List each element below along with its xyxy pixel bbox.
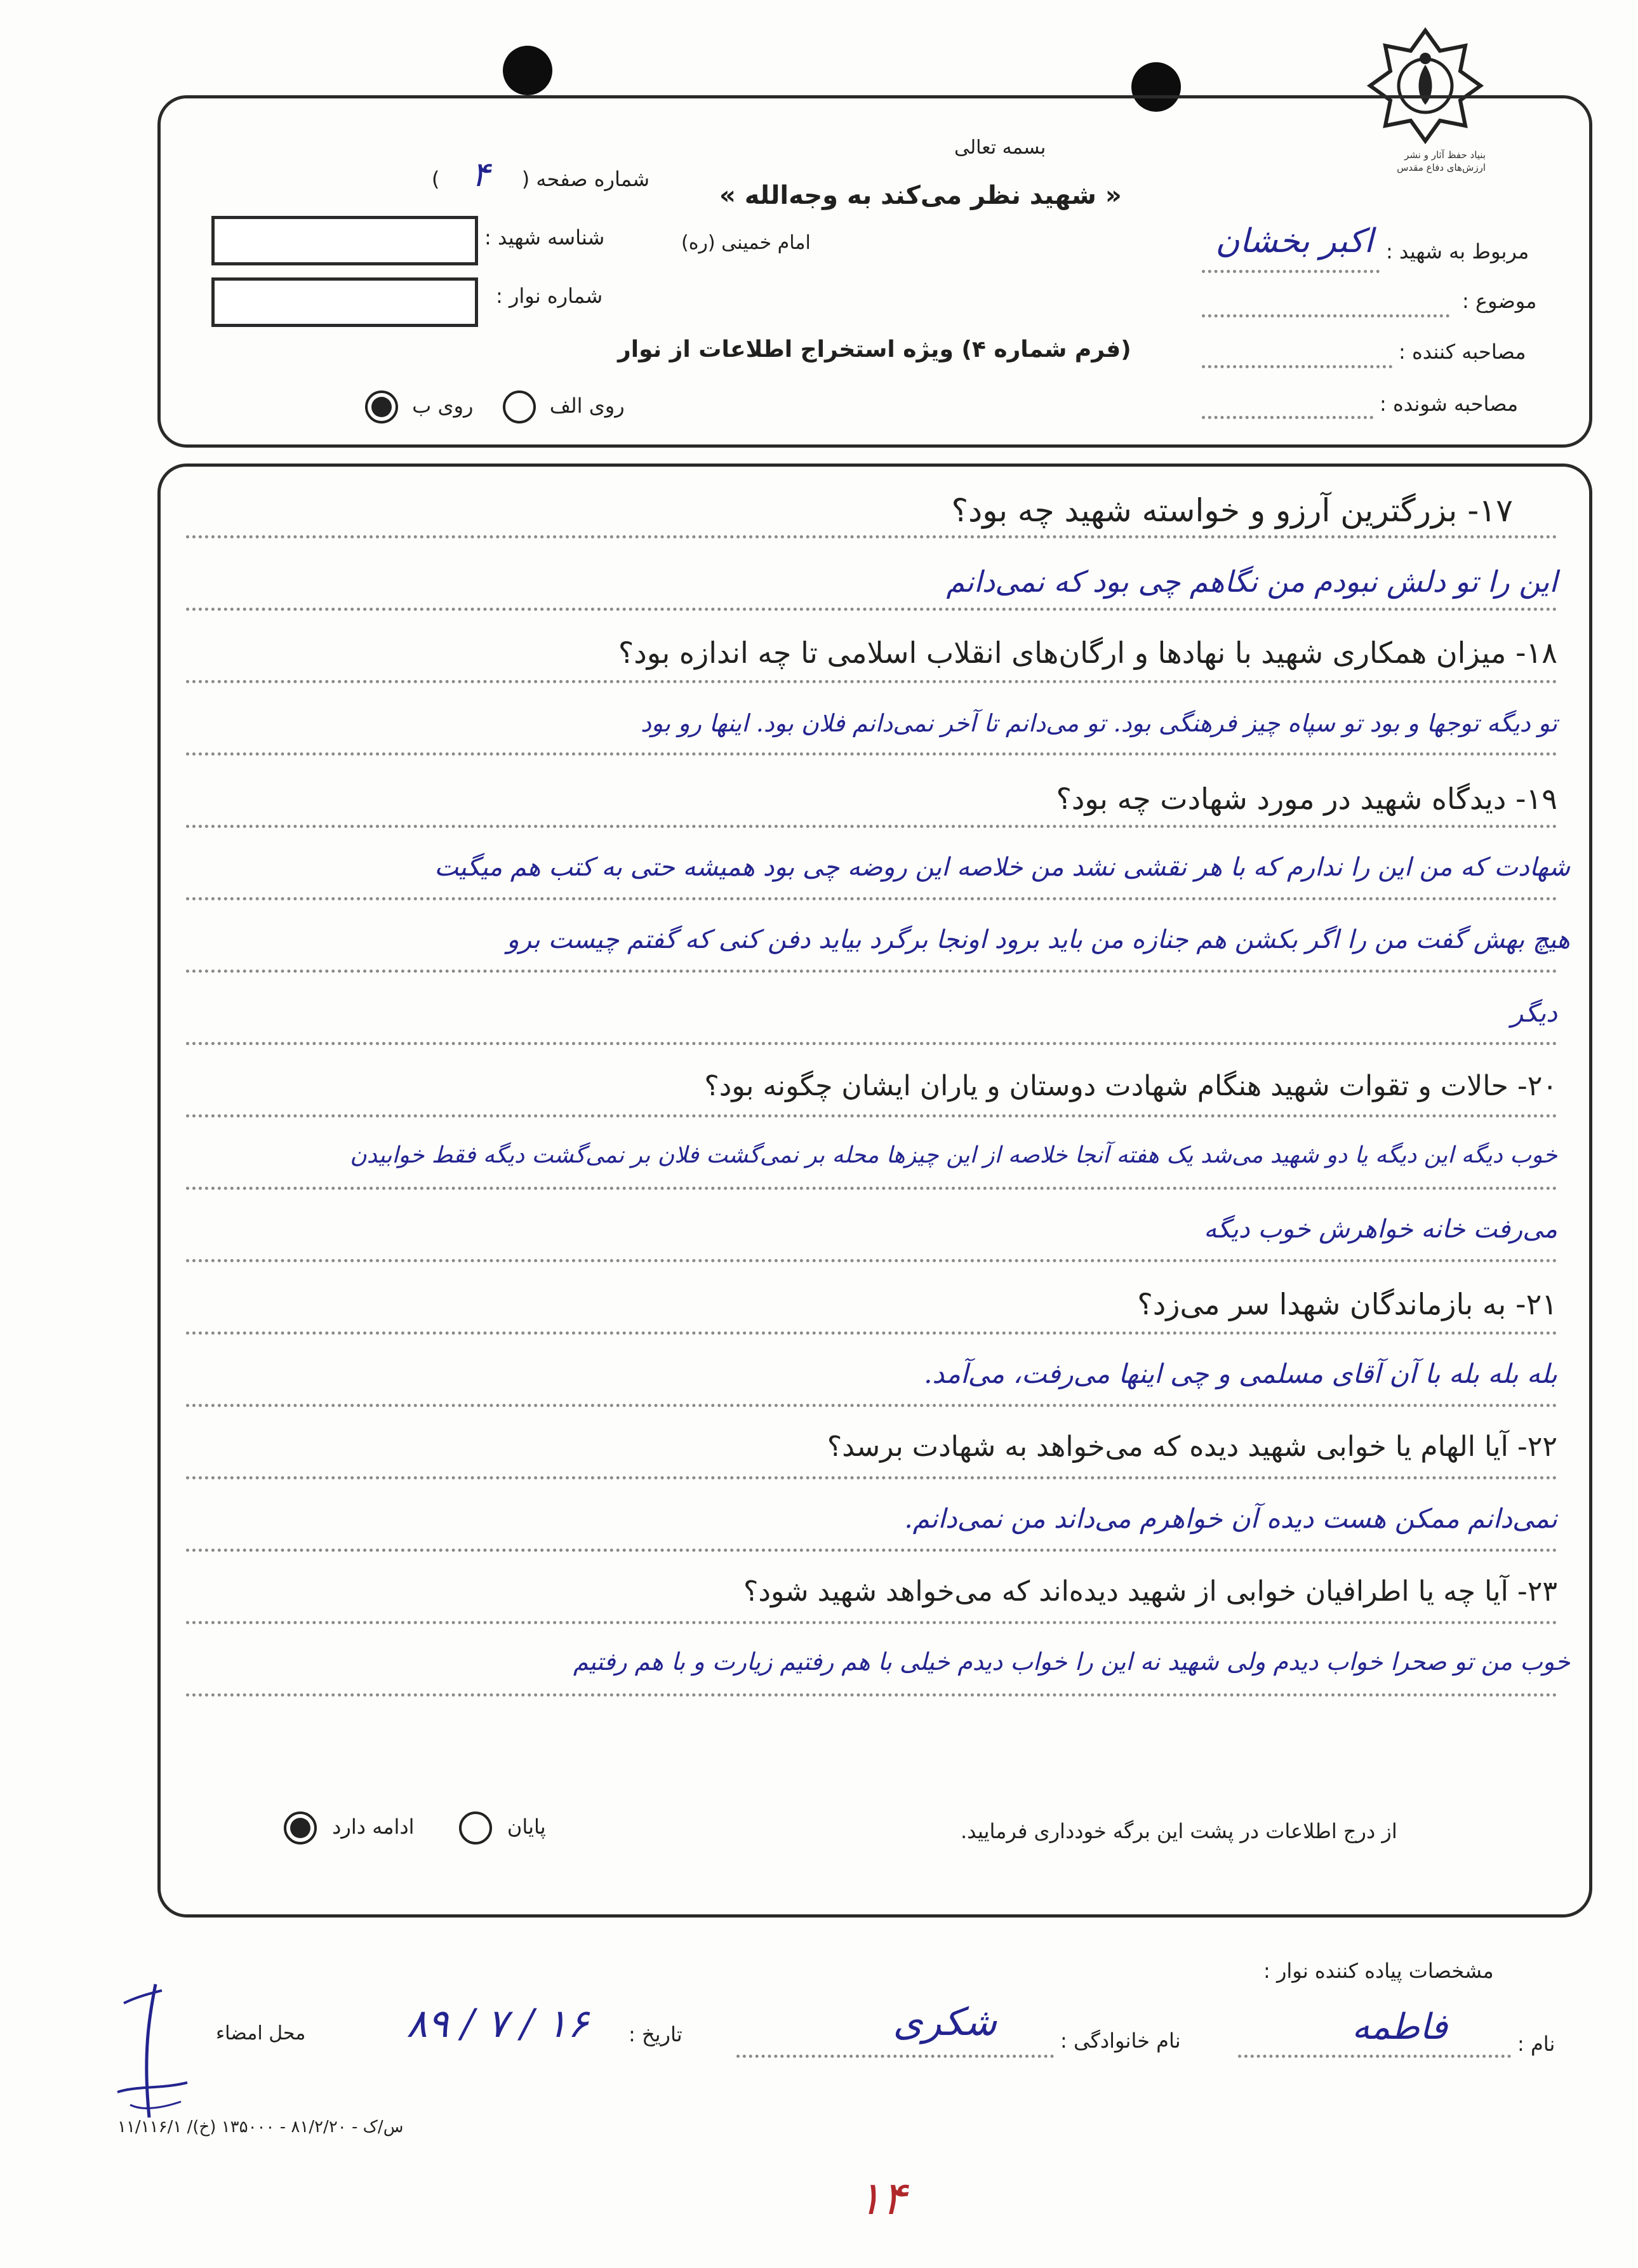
page-mark: ۱۴ <box>857 2171 907 2225</box>
rule-line <box>186 1259 1557 1262</box>
rule-line <box>186 1476 1557 1479</box>
end-radio[interactable] <box>459 1811 492 1844</box>
rule-line <box>186 1114 1557 1117</box>
rule-line <box>186 535 1557 538</box>
family-label: نام خانوادگی : <box>1060 2029 1181 2053</box>
answer-19-line-1: شهادت که من این را ندارم که با هر نقشی نشد من خلاصه این روضه چی بود همیشه حتی به کتب هم میگیت <box>434 853 1570 882</box>
answer-21: بله بله بله با آن آقای مسلمی و چی اینها می‌رفت، می‌آمد. <box>924 1358 1557 1389</box>
family-value[interactable]: شکری <box>893 2000 997 2045</box>
rule-line <box>186 1042 1557 1045</box>
form-code: ۱۱/۱۱۶/۱ /س/ک - ۸۱/۲/۲۰ - ۱۳۵۰۰۰ (خ) <box>117 2118 404 2137</box>
rule-line <box>186 752 1557 756</box>
end-label: پایان <box>507 1815 546 1839</box>
punch-hole-left <box>503 46 552 95</box>
side-a-label: روی الف <box>549 394 625 418</box>
interviewer-line <box>1202 365 1392 368</box>
side-b-label: روی ب <box>412 394 474 418</box>
answer-20-line-1: خوب دیگه این دیگه یا دو شهید می‌شد یک هفته آنجا خلاصه از این چیزها محله بر نمی‌گشت فلان بر نمی‌گشت دیگه فقط خوابیدن <box>350 1142 1557 1168</box>
name-label: نام : <box>1517 2032 1555 2056</box>
continues-radio[interactable] <box>284 1811 317 1844</box>
answer-20-line-2: می‌رفت خانه خواهرش خوب دیگه <box>1204 1215 1557 1244</box>
martyr-id-label: شناسه شهید : <box>484 225 605 250</box>
rule-line <box>186 1187 1557 1190</box>
form-title: (فرم شماره ۴) ویژه استخراج اطلاعات از نوار <box>618 337 1131 363</box>
rule-line <box>186 897 1557 900</box>
answer-19-line-2: هیچ بهش گفت من را اگر بکشن هم جنازه من باید برود اونجا برگرد بیاید دفن کنی که گفتم چیست برو <box>507 925 1570 954</box>
related-martyr-label: مربوط به شهید : <box>1386 239 1529 263</box>
header-box <box>157 95 1592 448</box>
answer-17: این را تو دلش نبودم من نگاهم چی بود که نمی‌دانم <box>946 564 1557 599</box>
motto: « شهید نظر می‌کند به وجه‌الله » <box>719 181 1122 210</box>
rule-line <box>186 1404 1557 1407</box>
subject-line <box>1202 314 1449 317</box>
answer-23: خوب من تو صحرا خواب دیدم ولی شهید نه این را خواب دیدم خیلی با هم رفتیم زیارت و با هم رفتیم <box>573 1648 1570 1676</box>
date-label: تاریخ : <box>629 2022 682 2046</box>
page-number-value[interactable]: ۴ <box>471 154 490 194</box>
question-17: ۱۷- بزرگترین آرزو و خواسته شهید چه بود؟ <box>951 492 1513 529</box>
signature-label: محل امضاء <box>216 2022 306 2045</box>
question-21: ۲۱- به بازماندگان شهدا سر می‌زد؟ <box>1137 1287 1557 1321</box>
martyr-id-input[interactable] <box>211 216 478 265</box>
rule-line <box>186 970 1557 973</box>
tape-number-input[interactable] <box>211 277 478 327</box>
answer-18: تو دیگه توجها و بود تو سپاه چیز فرهنگی بود. تو می‌دانم تا آخر نمی‌دانم فلان بود. اینها رو بود <box>640 709 1557 737</box>
rule-line <box>186 825 1557 828</box>
page-number-field <box>237 154 649 194</box>
question-18: ۱۸- میزان همکاری شهید با نهادها و ارگان‌های انقلاب اسلامی تا چه اندازه بود؟ <box>618 636 1557 670</box>
subject-label: موضوع : <box>1462 289 1537 313</box>
back-side-note: از درج اطلاعات در پشت این برگه خودداری فرمایید. <box>961 1819 1397 1843</box>
bismillah: بسمه تعالی <box>954 137 1046 159</box>
answer-22: نمی‌دانم ممکن هست دیده آن خواهرم می‌داند من نمی‌دانم. <box>904 1503 1557 1534</box>
side-a-radio[interactable] <box>503 390 536 424</box>
continues-label: ادامه دارد <box>332 1815 415 1839</box>
date-value[interactable]: ۸۹ / ۷ / ۱۶ <box>406 2000 589 2046</box>
question-23: ۲۳- آیا چه یا اطرافیان خوابی از شهید دیده‌اند که می‌خواهد شهید شود؟ <box>743 1575 1557 1608</box>
rule-line <box>186 1693 1557 1697</box>
interviewee-label: مصاحبه شونده : <box>1380 392 1519 416</box>
question-20: ۲۰- حالات و تقوات شهید هنگام شهادت دوستان و یاران ایشان چگونه بود؟ <box>704 1070 1557 1102</box>
side-b-radio[interactable] <box>365 390 398 424</box>
name-value[interactable]: فاطمه <box>1352 2006 1448 2048</box>
page-number-label: شماره صفحه ( <box>521 167 649 191</box>
side-selector <box>357 390 625 424</box>
related-martyr-line <box>1202 270 1380 273</box>
related-martyr-value[interactable]: اکبر بخشان <box>1215 222 1373 260</box>
question-22: ۲۲- آیا الهام یا خوابی شهید دیده که می‌خواهد به شهادت برسد؟ <box>827 1431 1557 1463</box>
implementer-label: مشخصات پیاده کننده نوار : <box>1263 1959 1494 1983</box>
rule-line <box>186 1331 1557 1335</box>
question-19: ۱۹- دیدگاه شهید در مورد شهادت چه بود؟ <box>1056 782 1557 816</box>
rule-line <box>186 1549 1557 1552</box>
answer-19-line-3: دیگر <box>1510 999 1557 1028</box>
page-number-close: ) <box>431 167 440 191</box>
status-selector <box>275 1811 546 1844</box>
attribution: امام خمینی (ره) <box>681 232 811 254</box>
logo-caption: بنیاد حفظ آثار و نشر ارزش‌های دفاع مقدس <box>1397 149 1486 173</box>
tape-number-label: شماره نوار : <box>496 284 603 308</box>
rule-line <box>186 680 1557 683</box>
rule-line <box>186 1621 1557 1624</box>
handwritten-signature <box>111 1978 200 2130</box>
interviewer-label: مصاحبه کننده : <box>1399 340 1526 364</box>
family-line <box>736 2055 1054 2058</box>
interviewee-line <box>1202 416 1373 419</box>
name-line <box>1238 2055 1511 2058</box>
rule-line <box>186 608 1557 611</box>
body-box <box>157 464 1592 1918</box>
